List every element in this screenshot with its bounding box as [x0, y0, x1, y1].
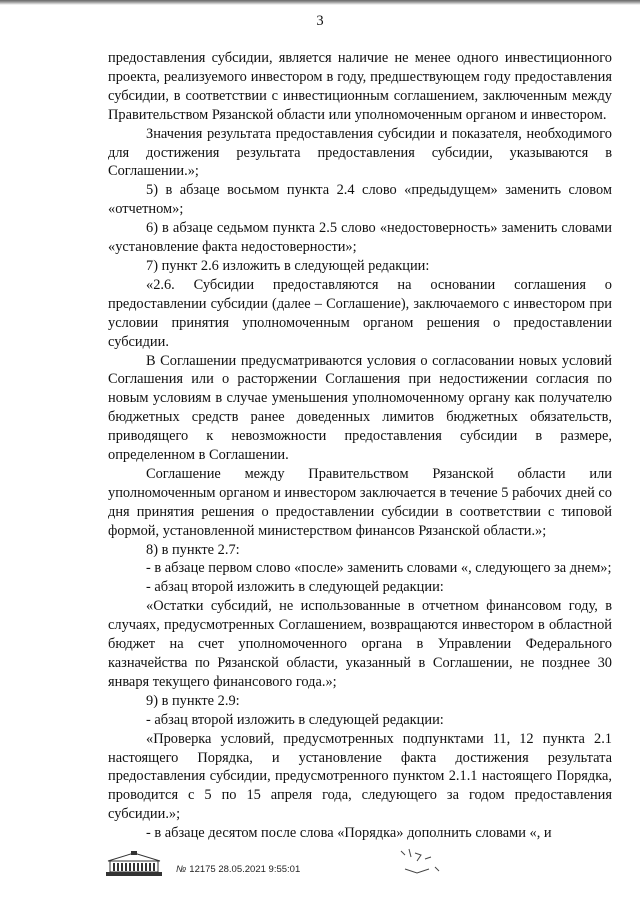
paragraph: «Проверка условий, предусмотренных подпунктами 11, 12 пункта 2.1 настоящего Порядка, и установление факта достижения результата предоставления субсидии, предусмотренного пунктом 2.1.1 настоящего Порядка, проводится с 5 по 15 апреля года, следующего за годом предоставления субсидии.»; — [108, 730, 612, 823]
paragraph: «Остатки субсидий, не использованные в отчетном финансовом году, в случаях, предусмотренных Соглашением, возвращаются инвестором в областной бюджет на счет уполномоченного органа в Управлении Федерального казначейства по Рязанской области, указанный в Соглашении, не позднее 30 января текущего финансового года.»; — [108, 598, 612, 690]
stamp-text: 12175 28.05.2021 9:55:01 — [189, 864, 301, 875]
number-sign: № — [176, 864, 187, 875]
paragraph: Соглашение между Правительством Рязанской области или уполномоченным органом и инвестором заключается в течение 5 рабочих дней со дня принятия решения о предоставлении субсидии в соответствии с типовой формой, установленной министерством финансов Рязанской области.»; — [108, 465, 612, 539]
document-body — [108, 49, 612, 843]
paragraph: - в абзаце первом слово «после» заменить словами «, следующего за днем»; — [146, 560, 612, 577]
page-number: 3 — [316, 13, 324, 29]
paragraph: 6) в абзаце седьмом пункта 2.5 слово «недостоверность» заменить словами «установление факта недостоверности»; — [108, 220, 612, 256]
government-building-logo — [104, 851, 164, 877]
paragraph: Значения результата предоставления субсидии и показателя, необходимого для достижения результата предоставления субсидии, указываются в Соглашении.»; — [108, 125, 612, 180]
paragraph: «2.6. Субсидии предоставляются на основании соглашения о предоставлении субсидии (далее – Соглашение), заключаемого с инвестором при условии принятия уполномоченным органом решения о предоставлении субсидии. — [108, 276, 612, 350]
page-footer — [0, 845, 640, 885]
paragraph: 9) в пункте 2.9: — [146, 692, 240, 709]
paragraph: предоставления субсидии, является наличие не менее одного инвестиционного проекта, реализуемого инвестором в году, предшествующем году предоставления субсидии, в соответствии с инвестиционным соглашением, заключенным между Правительством Рязанской области или уполномоченным органом и инвестором. — [108, 50, 612, 123]
scan-top-edge — [0, 0, 640, 5]
paragraph: - абзац второй изложить в следующей редакции: — [146, 579, 444, 596]
paragraph: 8) в пункте 2.7: — [146, 541, 240, 558]
registration-stamp — [176, 864, 300, 875]
handwritten-mark — [395, 845, 445, 877]
paragraph: 7) пункт 2.6 изложить в следующей редакции: — [146, 257, 430, 274]
paragraph: - абзац второй изложить в следующей редакции: — [146, 711, 444, 728]
paragraph: В Соглашении предусматриваются условия о согласовании новых условий Соглашения или о расторжении Соглашения при недостижении согласия по новым условиям в случае уменьшения уполномоченному органу как получателю бюджетных средств ранее доведенных лимитов бюджетных обязательств, приводящего к невозможности предоставления субсидии в размере, определенном в Соглашении. — [108, 352, 612, 464]
paragraph: 5) в абзаце восьмом пункта 2.4 слово «предыдущем» заменить словом «отчетном»; — [108, 182, 612, 218]
paragraph: - в абзаце десятом после слова «Порядка» дополнить словами «, и — [146, 825, 552, 842]
